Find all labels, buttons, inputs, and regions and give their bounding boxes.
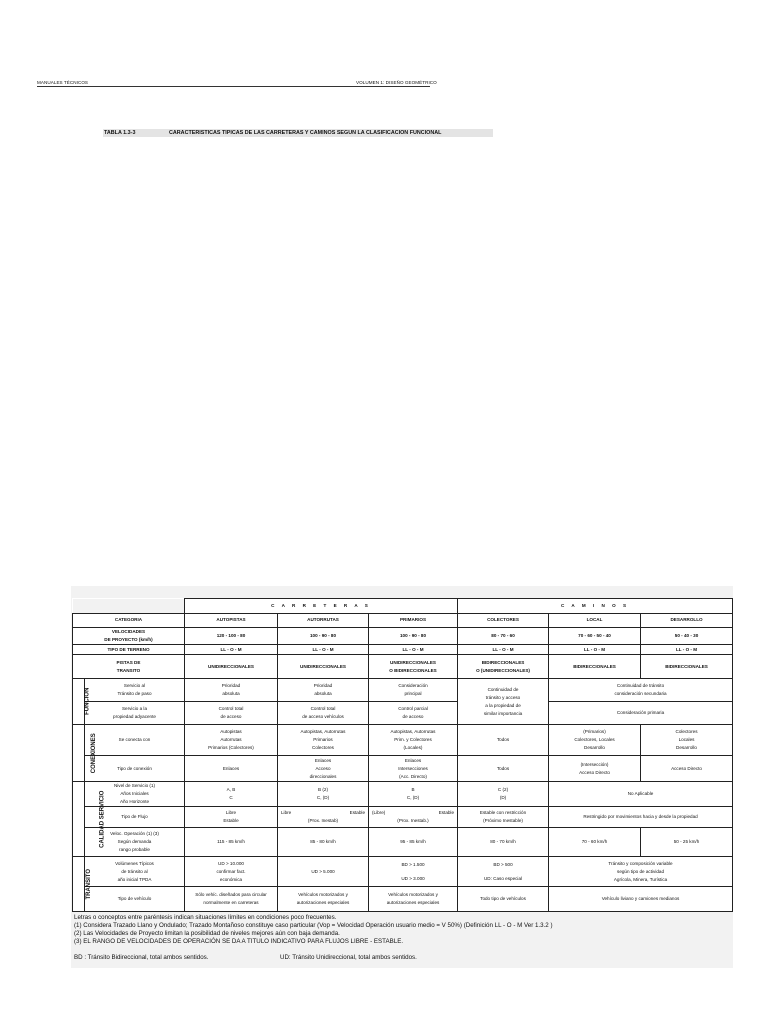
table-cell (185, 679, 278, 702)
table-cell: LL - O - M (458, 645, 549, 655)
table-cell: 100 - 90 - 80 (278, 628, 369, 645)
note-line: (2) Las Velocidades de Proyecto limitan la posibilidad de niveles mejores aún con baja demanda. (74, 930, 340, 937)
table-cell (458, 857, 549, 887)
cell-line: Colectores (312, 745, 334, 751)
cell-line: O BIDIRECCIONALES (389, 667, 437, 673)
cell-line: Vehículos motorizados y (388, 892, 438, 898)
table-cell (185, 725, 278, 756)
cell-line: Control total (218, 706, 244, 712)
cell-line: rango probable (119, 847, 150, 853)
table-cell (458, 807, 549, 828)
table-cell: BIDIRECCIONALES (641, 655, 733, 679)
cell-line: A, B (226, 787, 236, 793)
row-label: Se conecta con (85, 725, 185, 756)
row-label: Tipo de Flujo (85, 807, 185, 828)
row-label: TIPO DE TERRENO (73, 645, 185, 655)
section-conexiones (73, 725, 97, 782)
table-cell: 50 - 25 km/h (641, 828, 733, 857)
cell-line: UNIDIRECCIONALES (390, 659, 436, 665)
cell-line: Estable (349, 810, 365, 816)
table-cell: 70 - 60 - 50 - 40 (549, 628, 641, 645)
classification-table-panel (71, 586, 733, 968)
note-bd: BD : Tránsito Bidireccional, total ambos sentidos. (74, 954, 209, 961)
cell-line: Desarrollo (676, 745, 697, 751)
cell-line: a la propiedad de (485, 702, 521, 708)
cell-line: (Primarios) (583, 729, 606, 735)
table-cell: Todos (458, 756, 549, 782)
group-caminos: C A M I N O S (458, 599, 733, 614)
table-cell: Acceso Directo (641, 756, 733, 782)
table-cell (369, 702, 458, 725)
col-autorrutas: AUTORRUTAS (278, 614, 369, 628)
table-cell (458, 782, 549, 807)
table-notes (74, 914, 553, 962)
table-cell (369, 756, 458, 782)
cell-line: Autopistas, Autorrutas (300, 729, 346, 735)
table-cell (369, 887, 458, 912)
table-cell: LL - O - M (549, 645, 641, 655)
cell-line: Enlaces (314, 757, 332, 763)
table-cell (641, 725, 733, 756)
table-cell (185, 807, 278, 828)
cell-line: económica (219, 876, 243, 882)
note-ud: UD: Tránsito Unidireccional, total ambos sentidos. (280, 954, 417, 961)
cell-line: Intersecciones (398, 765, 428, 771)
cell-line: (Libre) (372, 810, 386, 816)
table-cell: 80 - 70 - 60 (458, 628, 549, 645)
section-transito (73, 857, 93, 912)
cell-line: Vehículos motorizados y (298, 892, 348, 898)
cell-line: Desarrollo (584, 745, 605, 751)
table-cell: LL - O - M (369, 645, 458, 655)
cell-line: Estable con restricción (479, 810, 527, 816)
table-title-bar (103, 129, 493, 137)
table-cell (185, 782, 278, 807)
table-cell (369, 782, 458, 807)
cell-line: Tránsito de paso (117, 691, 152, 697)
cell-line: según tipo de actividad (617, 868, 665, 874)
classification-table (72, 598, 733, 912)
table-row (73, 702, 733, 725)
cell-line: Primarios (Colectores) (208, 745, 254, 751)
cell-line: año inicial TPDA (117, 876, 152, 882)
table-row (73, 655, 733, 679)
section-label: CONEXIONES (90, 733, 97, 774)
cell-line: Colectores, Locales (574, 737, 615, 743)
cell-line: similar importancia (483, 710, 523, 716)
table-row (73, 614, 733, 628)
table-cell (278, 807, 369, 828)
table-cell: 70 - 60 km/h (549, 828, 641, 857)
table-cell: Todo tipo de vehículos (458, 887, 549, 912)
row-label: CATEGORIA (73, 614, 185, 628)
cell-line: propiedad adyacente (113, 714, 156, 720)
table-cell: 95 - 85 km/h (369, 828, 458, 857)
row-label (73, 628, 185, 645)
table-cell (549, 679, 733, 702)
table-cell: UNIDIRECCIONALES (278, 655, 369, 679)
group-carreteras: C A R R E T E R A S (185, 599, 458, 614)
cell-line: (D) (499, 795, 507, 801)
table-row (73, 857, 733, 887)
cell-line: autorizaciones especiales (386, 900, 440, 906)
cell-line: BD > 500 (493, 861, 513, 867)
table-cell: Enlaces (185, 756, 278, 782)
table-cell (458, 655, 549, 679)
table-row (73, 628, 733, 645)
section-funcion (73, 679, 91, 725)
cell-line: Prioridad (313, 683, 333, 689)
col-desarrollo: DESARROLLO (641, 614, 733, 628)
cell-line: de tránsito al (121, 868, 148, 874)
cell-line: UD > 10.000 (218, 860, 244, 866)
cell-line: Primarios (313, 737, 333, 743)
cell-line: absoluta (314, 691, 332, 697)
cell-line: C, (D) (406, 795, 420, 801)
cell-line: Prim. y Colectores (394, 737, 432, 743)
table-cell: 120 - 100 - 80 (185, 628, 278, 645)
table-cell (369, 807, 458, 828)
cell-line: Agrícola, Minera, Turística (613, 876, 668, 882)
table-cell (278, 782, 369, 807)
table-cell (185, 887, 278, 912)
running-header-right: VOLUMEN 1: DISEÑO GEOMÉTRICO (356, 80, 437, 85)
cell-line: (Locales) (403, 745, 423, 751)
cell-line: Acceso Directo (579, 769, 610, 775)
cell-line: direccionales (309, 773, 337, 779)
table-row (73, 782, 733, 807)
cell-line: Autopistas, Autorrutas (390, 729, 436, 735)
note-line: (1) Considera Trazado Llano y Ondulado; Trazado Montañoso constituye caso particular (Vop = Velocidad Operación usuario medio = V 50%) (Definición LL - O - M Ver 1.3.2 ) (74, 922, 553, 929)
section-calidad-servicio (73, 782, 106, 857)
cell-line: Sólo vehíc. diseñados para circular (195, 892, 267, 898)
group-header-row (73, 599, 733, 614)
table-cell (278, 679, 369, 702)
cell-line: Veloc. Operación (1) (3) (110, 831, 159, 837)
table-cell (369, 655, 458, 679)
table-cell (549, 857, 733, 887)
cell-line: de acceso vehículos (302, 714, 344, 720)
table-cell: 50 - 40 - 30 (641, 628, 733, 645)
cell-line: UD > 3.000 (401, 875, 425, 881)
table-cell: 115 - 85 km/h (185, 828, 278, 857)
table-cell: No Aplicable (549, 782, 733, 807)
cell-line: consideración secundaria (614, 691, 667, 697)
cell-line: BD > 1.500 (401, 861, 425, 867)
col-local: LOCAL (549, 614, 641, 628)
cell-line: Enlaces (404, 757, 422, 763)
cell-line: absoluta (222, 691, 240, 697)
cell-line: Libre (281, 810, 292, 816)
cell-line: Autopistas (220, 729, 242, 735)
cell-line: (Prox. Inestab) (307, 818, 339, 824)
table-cell: Consideración primaria (549, 702, 733, 725)
cell-line: Volúmenes Típicos (115, 860, 154, 866)
cell-line: O (UNIDIRECCIONALES) (476, 667, 530, 673)
table-cell (369, 857, 458, 887)
cell-line: Colectores (675, 729, 698, 735)
cell-line: TRANSITO (116, 667, 141, 673)
table-row (73, 679, 733, 702)
table-cell (549, 725, 641, 756)
cell-line: Servicio al (123, 683, 146, 689)
table-row (73, 725, 733, 756)
cell-line: de acceso (402, 714, 424, 720)
row-label: Tipo de vehículo (85, 887, 185, 912)
cell-line: VELOCIDADES (111, 629, 146, 634)
cell-line: Año Horizonte (119, 799, 150, 805)
cell-line: Tránsito y composición variable (608, 860, 673, 866)
cell-line: Acceso (315, 765, 331, 771)
table-cell: LL - O - M (278, 645, 369, 655)
col-colectores: COLECTORES (458, 614, 549, 628)
col-autopistas: AUTOPISTAS (185, 614, 278, 628)
table-row (73, 756, 733, 782)
cell-line: BIDIRECCIONALES (481, 659, 525, 665)
cell-line: (Próximo Inestable) (483, 818, 523, 824)
cell-line: C (229, 795, 233, 801)
running-header-left: MANUALES TÉCNICOS (37, 80, 89, 85)
cell-line: normalmente en carreteras (203, 900, 259, 906)
cell-line: (Prox. Inestab.) (397, 818, 429, 824)
table-row (73, 807, 733, 828)
cell-line: de acceso (220, 714, 242, 720)
row-label (85, 679, 185, 702)
cell-line: tránsito y acceso (485, 694, 521, 700)
table-title: CARACTERISTICAS TIPICAS DE LAS CARRETERAS Y CAMINOS SEGUN LA CLASIFICACION FUNCIONAL (169, 130, 442, 136)
table-cell: 80 - 70 km/h (458, 828, 549, 857)
cell-line: Servicio a la (121, 706, 148, 712)
cell-line: Autorrutas (220, 737, 242, 743)
cell-line: (Acc. Directo) (399, 773, 427, 779)
section-label: CALIDAD SERVICIO (99, 790, 106, 848)
cell-line: B (411, 787, 415, 793)
table-cell (369, 725, 458, 756)
table-cell (458, 679, 549, 725)
header-rule (37, 86, 430, 87)
cell-line: Años Iniciales (120, 791, 149, 797)
cell-line: autorizaciones especiales (296, 900, 350, 906)
table-cell (369, 679, 458, 702)
table-cell (278, 887, 369, 912)
note-line: (3) EL RANGO DE VELOCIDADES DE OPERACIÓN SE DA A TITULO INDICATIVO PARA FLUJOS LIBRE - ESTABLE. (74, 938, 404, 945)
table-code: TABLA 1.3-3 (104, 130, 136, 136)
cell-line: Prioridad (221, 683, 241, 689)
row-label: Tipo de conexión (85, 756, 185, 782)
cell-line: Continuidad de (487, 686, 519, 692)
cell-line: Estable (223, 818, 239, 824)
row-label (85, 702, 185, 725)
cell-line: Control parcial (398, 706, 428, 712)
cell-line: DE PROYECTO (km/h) (104, 637, 153, 643)
cell-line: Nivel de Servicio (1) (113, 783, 156, 789)
table-row (73, 828, 733, 857)
cell-line: C (2) (497, 787, 509, 793)
table-cell (278, 756, 369, 782)
table-cell: Restringido por movimientos hacia y desde la propiedad (549, 807, 733, 828)
table-cell (185, 857, 278, 887)
cell-line: Control total (310, 706, 336, 712)
table-cell: BIDIRECCIONALES (549, 655, 641, 679)
cell-line: confirmar fact. (216, 868, 246, 874)
table-cell: UNIDIRECCIONALES (185, 655, 278, 679)
cell-line: Locales (678, 737, 695, 743)
cell-line: Estable (438, 810, 455, 816)
cell-line: Según demanda (117, 839, 152, 845)
table-cell: UD > 5.000 (278, 857, 369, 887)
cell-line: Consideración (398, 683, 428, 689)
table-cell: Vehículo liviano y camiones medianos (549, 887, 733, 912)
cell-line: Continuidad de tránsito (616, 683, 665, 689)
cell-line: (Intersección) (580, 761, 609, 767)
table-cell (549, 756, 641, 782)
cell-line: principal (404, 691, 422, 697)
cell-line: UD: Caso especial (483, 875, 523, 881)
note-line: Letras o conceptos entre paréntesis indican situaciones límites en condiciones poco frecuentes. (74, 914, 337, 921)
table-cell: Todos (458, 725, 549, 756)
table-cell (185, 702, 278, 725)
table-row (73, 645, 733, 655)
table-cell: 100 - 90 - 80 (369, 628, 458, 645)
cell-line: B (2) (318, 787, 328, 793)
section-label: TRANSITO (86, 868, 93, 900)
cell-line: Libre (225, 810, 237, 816)
cell-line: C, (D) (316, 795, 330, 801)
table-cell (278, 725, 369, 756)
table-cell: LL - O - M (641, 645, 733, 655)
table-cell: LL - O - M (185, 645, 278, 655)
table-cell: 85 - 80 km/h (278, 828, 369, 857)
cell-line: PISTAS DE (116, 659, 141, 665)
section-label: FUNCION (84, 687, 91, 716)
row-label (73, 655, 185, 679)
table-cell (278, 702, 369, 725)
row-label (85, 857, 185, 887)
col-primarios: PRIMARIOS (369, 614, 458, 628)
table-row (73, 887, 733, 912)
